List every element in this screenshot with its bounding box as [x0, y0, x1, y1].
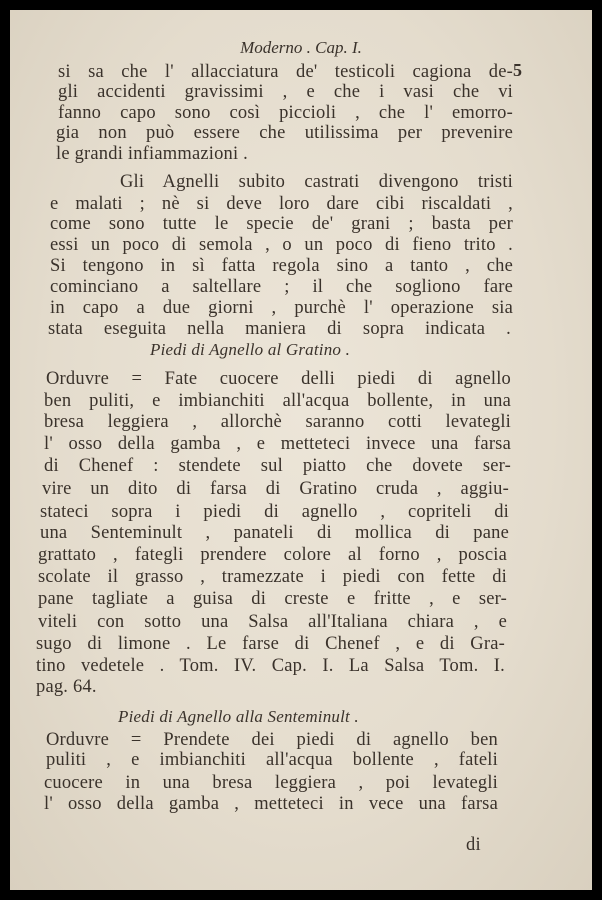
text-line: si sa che l' allacciatura de' testicoli cagiona de-	[58, 62, 513, 82]
text-line: stata eseguita nella maniera di sopra indicata .	[48, 319, 511, 339]
text-line: in capo a due giorni , purchè l' operazione sia	[50, 298, 513, 318]
text-line: di Chenef : stendete sul piatto che dovete ser-	[44, 456, 511, 476]
text-line: essi un poco di semola , o un poco di fieno trito .	[50, 235, 513, 255]
text-line: pag. 64.	[36, 677, 97, 697]
text-line: vire un dito di farsa di Gratino cruda , aggiu-	[42, 479, 509, 499]
text-line: tino vedetele . Tom. IV. Cap. I. La Salsa Tom. I.	[36, 656, 505, 676]
text-line: Gli Agnelli subito castrati divengono tristi	[120, 172, 513, 192]
text-line: Orduvre = Fate cuocere delli piedi di agnello	[46, 369, 511, 389]
text-line: viteli con sotto una Salsa all'Italiana chiara , e	[38, 612, 507, 632]
book-page	[10, 10, 592, 890]
text-line: le grandi infiammazioni .	[56, 144, 248, 164]
text-line: grattato , fategli prendere colore al forno , poscia	[38, 545, 507, 565]
text-line: puliti , e imbianchiti all'acqua bollente , fateli	[46, 750, 498, 770]
text-line: ben puliti, e imbianchiti all'acqua bollente, in una	[44, 391, 511, 411]
text-line: scolate il grasso , tramezzate i piedi con fette di	[38, 567, 507, 587]
text-line: gli accidenti gravissimi , e che i vasi che vi	[58, 82, 513, 102]
text-line: cominciano a saltellare ; il che sogliono fare	[50, 277, 513, 297]
text-line: di	[466, 835, 481, 855]
page-number: 5	[513, 60, 522, 80]
text-line: una Senteminult , panateli di mollica di pane	[40, 523, 509, 543]
text-line: cuocere in una bresa leggiera , poi levategli	[44, 773, 498, 793]
text-line: bresa leggiera , allorchè saranno cotti levategli	[44, 412, 511, 432]
text-line: l' osso della gamba , metteteci in vece una farsa	[44, 794, 498, 814]
text-line: gia non può essere che utilissima per prevenire	[56, 123, 513, 143]
text-line: come sono tutte le specie de' grani ; basta per	[50, 214, 513, 234]
recipe-heading: Piedi di Agnello al Gratino .	[150, 340, 351, 359]
text-line: e malati ; nè si deve loro dare cibi riscaldati ,	[50, 194, 513, 214]
text-line: sugo di limone . Le farse di Chenef , e di Gra-	[36, 634, 505, 654]
text-line: Si tengono in sì fatta regola sino a tanto , che	[50, 256, 513, 276]
text-line: l' osso della gamba , e metteteci invece una farsa	[44, 434, 511, 454]
running-title: Moderno . Cap. I.	[240, 38, 362, 57]
text-line: pane tagliate a guisa di creste e fritte , e ser-	[38, 589, 507, 609]
text-line: Orduvre = Prendete dei piedi di agnello ben	[46, 730, 498, 750]
text-line: fanno capo sono così piccioli , che l' emorro-	[58, 103, 513, 123]
text-line: stateci sopra i piedi di agnello , copriteli di	[40, 502, 509, 522]
recipe-heading: Piedi di Agnello alla Senteminult .	[118, 707, 359, 726]
